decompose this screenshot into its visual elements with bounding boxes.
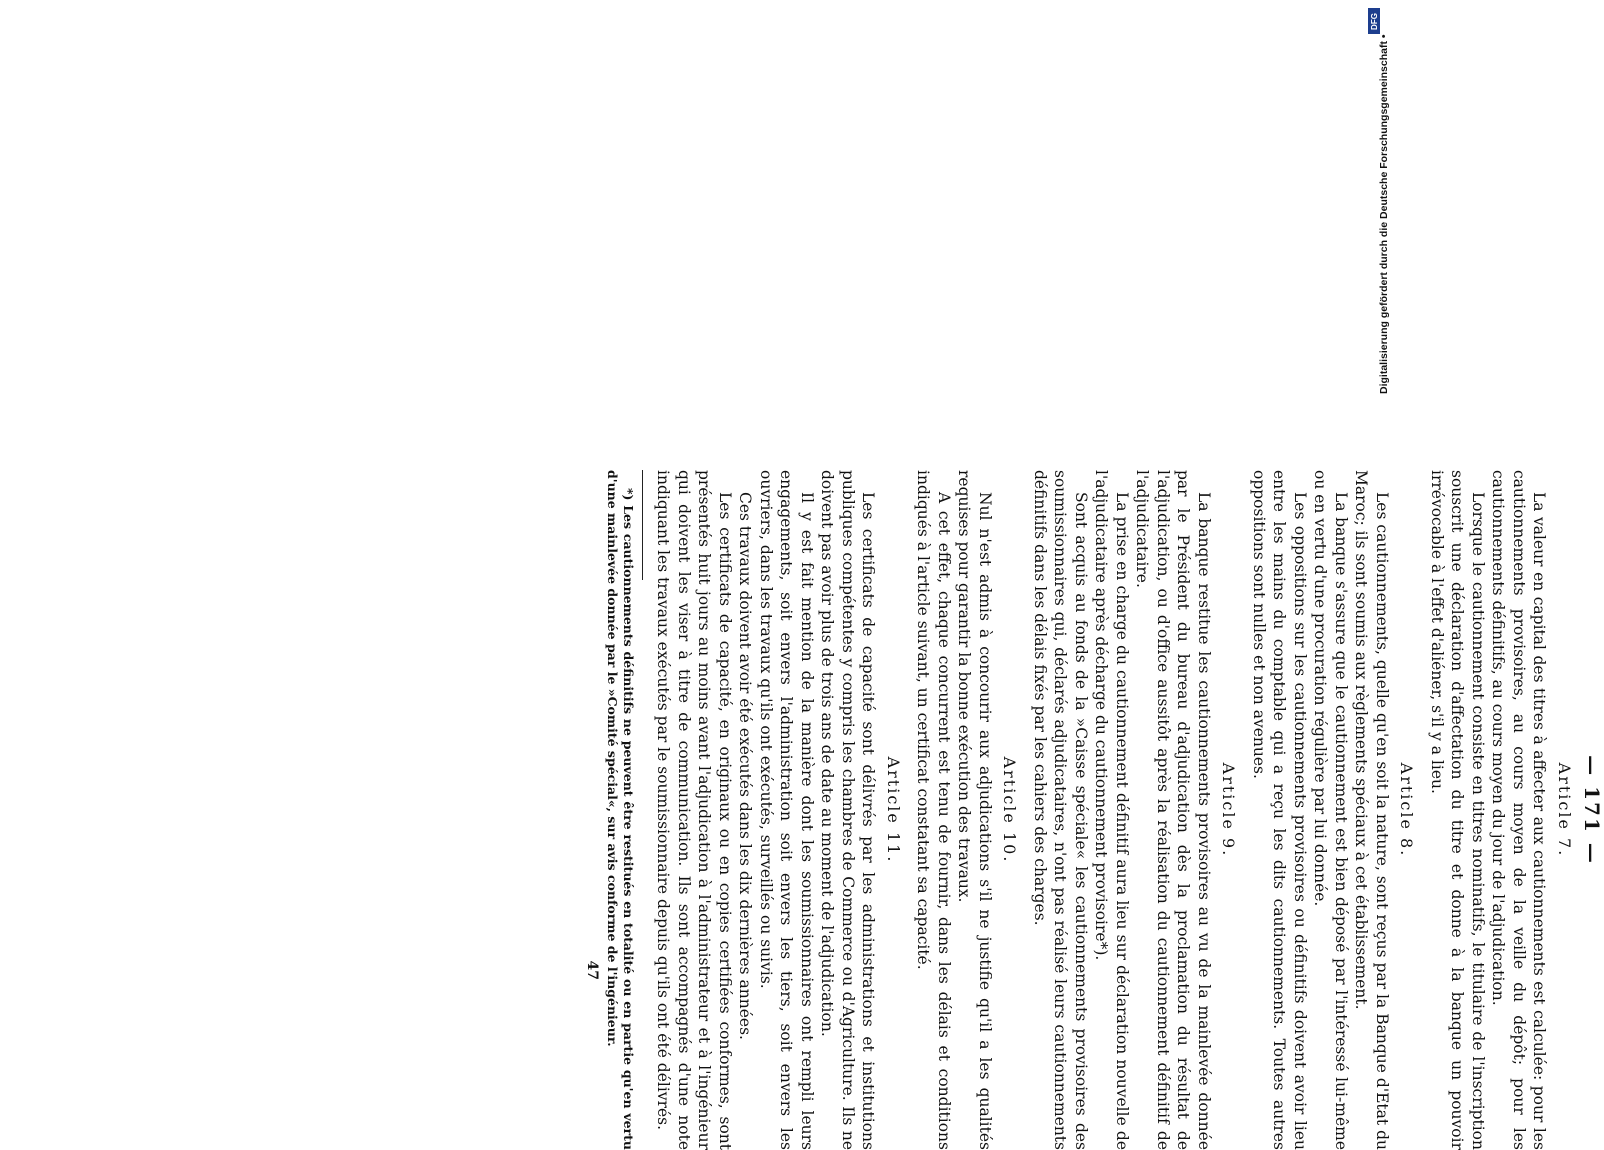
- paragraph: La banque restitue les cautionnements provisoires au vu de la mainlevée donnée par le Président du bureau d'adjudication dès la proclamation du résultat de l'adjudication, ou d'office aussitôt après la réalisation du cautionnement définitif de l'adjudicataire.: [1133, 470, 1213, 1150]
- article-heading: Article 8.: [1397, 762, 1417, 858]
- paragraph: A cet effet, chaque concurrent est tenu de fournir, dans les délais et conditions indiqués à l'article suivant, un certificat constatant sa capacité.: [914, 470, 953, 1150]
- printer-signature: 47: [584, 960, 600, 980]
- article-heading: Article 10.: [1000, 756, 1020, 864]
- paragraph: Les certificats de capacité sont délivrés par les administrations et institutions publiques compétentes y compris les chambres de Commerce ou d'Agriculture. Ils ne doivent pas avoir plus de trois ans de date au moment de l'adjudication.: [818, 470, 878, 1150]
- article-10: [913, 470, 1020, 1150]
- paragraph: Il y est fait mention de la manière dont les soumissionnaires ont rempli leurs engagements, soit envers l'administration soit envers les tiers, soit envers les ouvriers, dans les travaux qu'ils ont exécutés, surveillés ou suivis.: [757, 470, 816, 1150]
- footnote-divider: [642, 470, 643, 580]
- article-heading: Article 7.: [1555, 762, 1574, 858]
- funding-notice: Digitalisierung gefördert durch die Deutsche Forschungsgemeinschaft •: [1378, 34, 1390, 394]
- article-9: [1030, 470, 1239, 1150]
- paragraph: Lorsque le cautionnement consiste en titres nominatifs, le titulaire de l'inscription souscrit une déclaration d'affectation du titre et donne à la banque un pouvoir irrévocable à l'effet d'aliéner, s'il y a lieu.: [1428, 470, 1487, 1150]
- paragraph: La prise en charge du cautionnement définitif aura lieu sur déclaration nouvelle de l'adjudicataire après décharge du cautionnement provisoire*).: [1092, 470, 1131, 1150]
- article-7: [1427, 470, 1575, 1150]
- page-number: — 171 —: [1580, 755, 1604, 865]
- paragraph: Ces travaux doivent avoir été exécutés dans les dix dernières années.: [736, 492, 755, 1040]
- paragraph: Les certificats de capacité, en originaux ou en copies certifiées conformes, sont présentés huit jours au moins avant l'adjudication à l'administrateur et à l'ingénieur qui doivent les viser à titre de communication. Ils sont accompagnés d'une note indiquant les travaux exécutés par le soumissionnaire depuis qu'ils ont été délivrés.: [654, 470, 734, 1150]
- paragraph: Les cautionnements, quelle qu'en soit la nature, sont reçus par la Banque d'Etat du Maroc; ils sont soumis aux règlements spéciaux à cet établissement.: [1352, 470, 1391, 1150]
- article-11: [653, 470, 903, 1150]
- paragraph: Sont acquis au fonds de la »Caisse spéciale« les cautionnements provisoires des soumissionnaires qui, déclarés adjudicataires, n'ont pas réalisé leurs cautionnements définitifs dans les délais fixés par les cahiers des charges.: [1031, 470, 1090, 1150]
- paragraph: La banque s'assure que le cautionnement est bien déposé par l'intéressé lui-même ou en vertu d'une procuration régulière par lui donnée.: [1311, 470, 1350, 1150]
- paragraph: La valeur en capital des titres à affecter aux cautionnements est calculée: pour les cautionnements provisoires, au cours moyen de la veille du dépôt; pour les cautionnements définitifs, au cours moyen du jour de l'adjudication.: [1489, 470, 1549, 1150]
- article-heading: Article 11.: [884, 756, 903, 864]
- page-body: [582, 470, 1581, 1150]
- footnote: *) Les cautionnements définitifs ne peuvent être restitués en totalité ou en partie qu'en vertu d'une mainlevée donnée par le »Comité spécial«, sur avis conforme de l'ingénieur.: [605, 470, 636, 1150]
- dfg-logo-text: DFG: [1369, 12, 1379, 30]
- article-heading: Article 9.: [1219, 762, 1239, 858]
- paragraph: Nul n'est admis à concourir aux adjudications s'il ne justifie qu'il a les qualités requises pour garantir la bonne exécution des travaux.: [955, 470, 994, 1150]
- dfg-logo: [1368, 8, 1380, 34]
- article-8: [1249, 470, 1417, 1150]
- paragraph: Les oppositions sur les cautionnements provisoires ou définitifs doivent avoir lieu entre les mains du comptable qui a reçu les dits cautionnements. Toutes autres oppositions sont nulles et non avenues.: [1250, 470, 1309, 1150]
